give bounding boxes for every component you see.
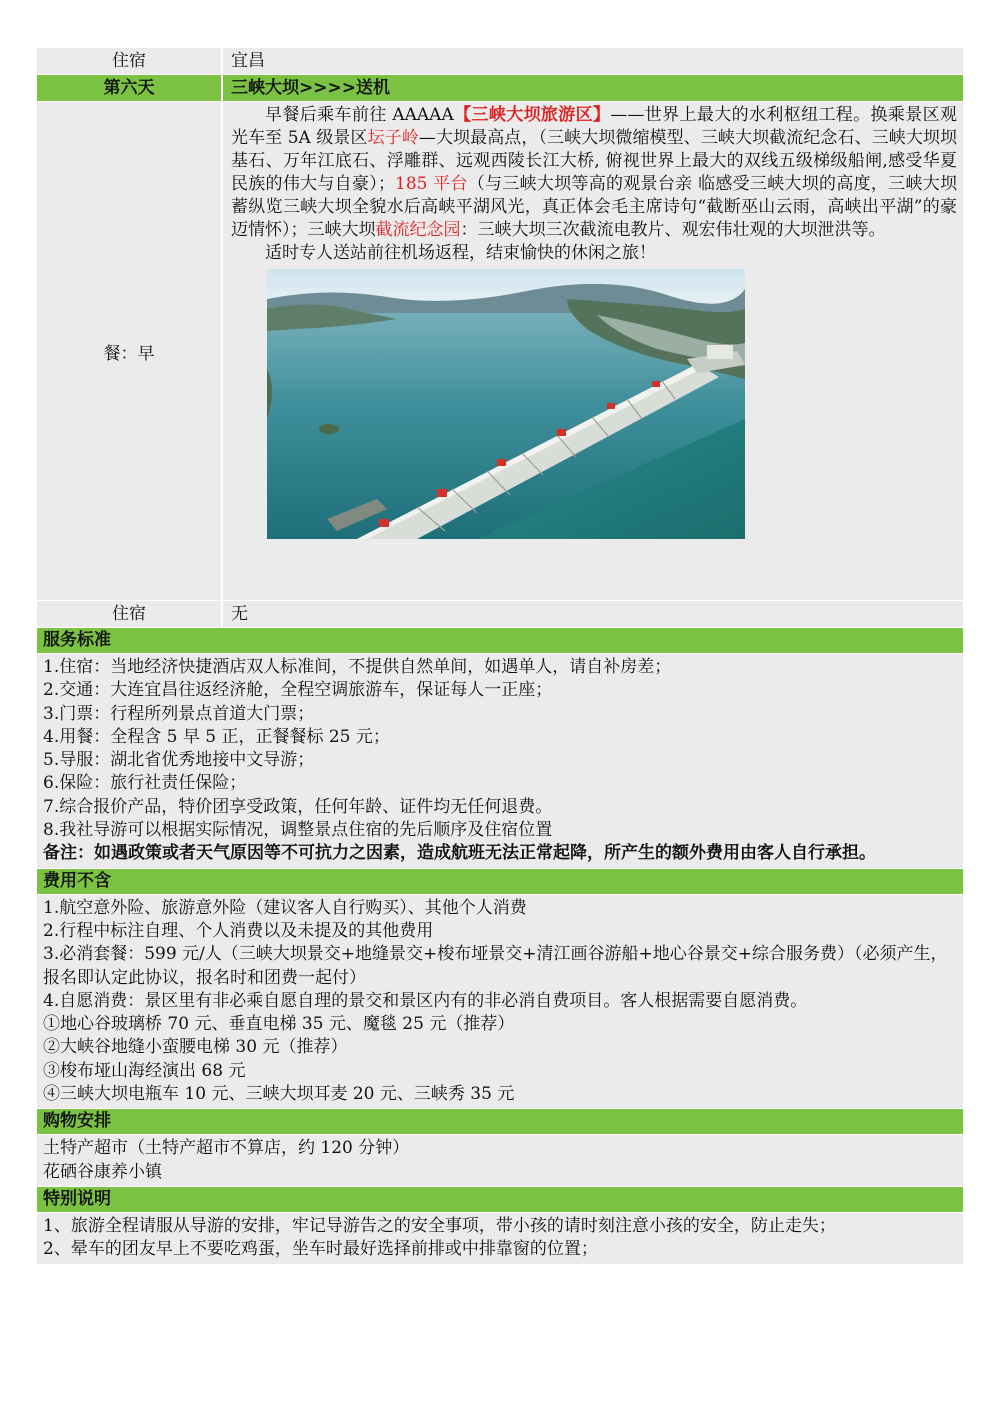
special-body <box>37 1213 963 1265</box>
service-item: 5.导服：湖北省优秀地接中文导游； <box>43 750 315 771</box>
shopping-item: 花硒谷康养小镇 <box>43 1161 162 1182</box>
excluded-item: 1.航空意外险、旅游意外险（建议客人自行购买）、其他个人消费 <box>43 897 527 918</box>
service-item: 2.交通：大连宜昌往返经济舱，全程空调旅游车，保证每人一正座； <box>43 680 553 701</box>
day6-paragraph-1 <box>231 104 957 242</box>
excluded-item: 2.行程中标注自理、个人消费以及未提及的其他费用 <box>43 920 434 941</box>
highlight-memorial-park: 截流纪念园 <box>375 220 461 240</box>
service-item: 7.综合报价产品，特价团享受政策，任何年龄、证件均无任何退费。 <box>43 796 553 817</box>
day-title: 三峡大坝>>>>送机 <box>231 78 390 98</box>
stay-label: 住宿 <box>37 601 223 627</box>
service-item: 6.保险：旅行社责任保险； <box>43 773 247 794</box>
shopping-heading: 购物安排 <box>37 1109 963 1135</box>
special-item: 2、晕车的团友早上不要吃鸡蛋，坐车时最好选择前排或中排靠窗的位置； <box>43 1239 598 1260</box>
excluded-body <box>37 895 963 1110</box>
stay-value: 宜昌 <box>231 51 265 71</box>
service-body <box>37 654 963 869</box>
excluded-heading: 费用不含 <box>37 869 963 895</box>
text-segment: ——世界上最大的水利枢纽工程。换乘景区观光车至 5A 级景区 <box>231 105 958 148</box>
text-segment: （与三峡大坝等高的观景台亲 临感受三峡大坝的高度，三峡大坝蓄纵览三峡大坝全貌水后高峡平湖风光，真正体会毛主席诗句“截断巫山云雨，高峡出平湖”的豪迈情怀）；三峡大坝 <box>231 174 958 240</box>
text-segment: —大坝最高点，（三峡大坝微缩模型、三峡大坝截流纪念石、三峡大坝坝基石、万年江底石、浮雕群、远观西陵长江大桥, 俯视世界上最大的双线五级梯级船闸,感受华夏民族的伟大与自豪）； <box>231 128 958 194</box>
highlight-185-platform: 185 平台 <box>395 174 468 194</box>
stay-label: 住宿 <box>37 48 223 74</box>
meals-label: 餐：早 <box>37 102 223 600</box>
text-segment: 早餐后乘车前往 AAAAA <box>265 105 454 125</box>
day6-header-row <box>37 75 963 102</box>
service-item: 4.用餐：全程含 5 早 5 正，正餐餐标 25 元； <box>43 726 390 747</box>
special-heading: 特别说明 <box>37 1187 963 1213</box>
service-item: 8.我社导游可以根据实际情况，调整景点住宿的先后顺序及住宿位置 <box>43 820 553 841</box>
day6-body-row <box>37 102 963 601</box>
excluded-item: ③梭布垭山海经演出 68 元 <box>43 1060 246 1081</box>
day-label: 第六天 <box>37 75 223 101</box>
excluded-item: 3.必消套餐：599 元/人（三峡大坝景交+地缝景交+梭布垭景交+清江画谷游船+地心谷景交+综合服务费）（必须产生，报名即认定此协议，报名时和团费一起付） <box>43 944 948 988</box>
service-item: 1.住宿：当地经济快捷酒店双人标准间，不提供自然单间，如遇单人，请自补房差； <box>43 657 672 677</box>
itinerary-sheet <box>37 48 963 1265</box>
special-item: 1、旅游全程请服从导游的安排，牢记导游告之的安全事项，带小孩的请时刻注意小孩的安全，防止走失； <box>43 1215 836 1236</box>
prev-stay-row <box>37 48 963 75</box>
service-note: 备注：如遇政策或者天气原因等不可抗力之因素，造成航班无法正常起降，所产生的额外费用由客人自行承担。 <box>43 843 876 864</box>
stay-value: 无 <box>231 604 248 624</box>
service-item: 3.门票：行程所列景点首道大门票； <box>43 703 315 724</box>
highlight-tanziling: 坛子岭 <box>367 128 419 148</box>
excluded-item: ④三峡大坝电瓶车 10 元、三峡大坝耳麦 20 元、三峡秀 35 元 <box>43 1084 515 1105</box>
excluded-item: 4.自愿消费：景区里有非必乘自愿自理的景交和景区内有的非必消自费项目。客人根据需要自愿消费。 <box>43 990 808 1011</box>
text-segment: ：三峡大坝三次截流电教片、观宏伟壮观的大坝泄洪等。 <box>460 220 886 240</box>
service-heading: 服务标准 <box>37 628 963 654</box>
day6-description <box>223 102 963 600</box>
excluded-item: ②大峡谷地缝小蛮腰电梯 30 元（推荐） <box>43 1037 348 1058</box>
day6-paragraph-2: 适时专人送站前往机场返程，结束愉快的休闲之旅！ <box>265 243 656 263</box>
shopping-item: 土特产超市（土特产超市不算店，约 120 分钟） <box>43 1138 410 1159</box>
day6-stay-row <box>37 601 963 628</box>
excluded-item: ①地心谷玻璃桥 70 元、垂直电梯 35 元、魔毯 25 元（推荐） <box>43 1014 515 1035</box>
three-gorges-dam-photo <box>267 269 745 539</box>
shopping-body <box>37 1135 963 1187</box>
highlight-dam-area: 【三峡大坝旅游区】 <box>453 105 611 125</box>
